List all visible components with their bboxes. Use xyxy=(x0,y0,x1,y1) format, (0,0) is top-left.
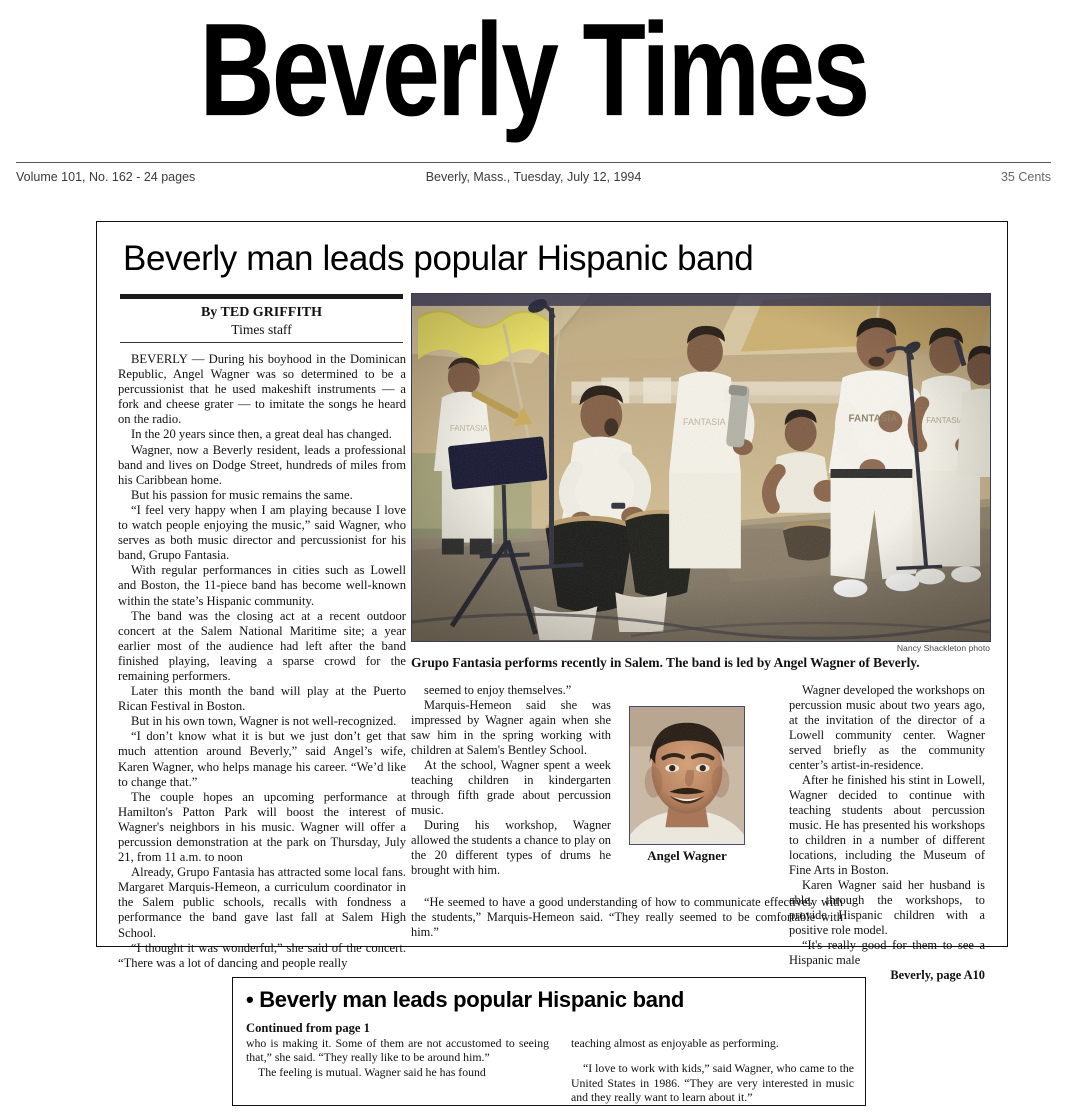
paragraph: Wagner, now a Beverly resident, leads a professional band and lives on Dodge Street, hundreds of miles from his Caribbean home. xyxy=(118,442,406,487)
paragraph: “I feel very happy when I am playing because I love to watch people enjoying the music,” said Wagner, who serves as both music director and percussionist for his band, Grupo Fantasia. xyxy=(118,502,406,563)
band-performance-photo xyxy=(411,293,991,642)
paragraph: The couple hopes an upcoming performance at Hamilton's Patton Park will boost the interest of Wagner's neighbors in his music. Wagner will offer a percussion demonstration at the park on Thursday, July 21, from 11 a.m. to noon xyxy=(118,789,406,865)
masthead-divider xyxy=(16,162,1051,163)
newsstand-price: 35 Cents xyxy=(1000,170,1051,184)
paragraph: BEVERLY — During his boyhood in the Dominican Republic, Angel Wagner was so determined to be a percussionist that he used makeshift instruments — a fork and cheese grater — to imitate the songs he heard on the radio. xyxy=(118,352,406,427)
paragraph: But in his own town, Wagner is not well-recognized. xyxy=(131,714,397,729)
paragraph: But his passion for music remains the same. xyxy=(131,487,353,502)
paragraph: teaching almost as enjoyable as performing. xyxy=(571,1036,779,1050)
paragraph: Wagner developed the workshops on percussion music about two years ago, at the invitation of the director of a Lowell community center. Wagner served briefly as the community center’s artist-in-residence. xyxy=(789,683,985,772)
paragraph: Marquis-Hemeon said she was impressed by Wagner again when she saw him in the spring working with children at Salem's Bentley School. xyxy=(411,698,611,757)
article-column-two-wrap xyxy=(411,895,843,940)
paragraph: Already, Grupo Fantasia has attracted some local fans. Margaret Marquis-Hemeon, a curriculum coordinator in the Salem public schools, recalls with fondness a performance the band gave last fall at Salem High School. xyxy=(118,865,406,940)
folio-bar xyxy=(16,170,1051,190)
paragraph: “He seemed to have a good understanding of how to communicate effectively with the students,” Marquis-Hemeon said. “They really seemed to be comfortable with him.” xyxy=(411,895,843,939)
paragraph: seemed to enjoy themselves.” xyxy=(424,683,572,697)
newspaper-title: Beverly Times xyxy=(199,0,868,145)
article-column-three xyxy=(789,683,985,983)
paragraph: Karen Wagner said her husband is able, through the workshops, to provide Hispanic children with a positive role model. xyxy=(789,878,985,937)
issue-dateline: Beverly, Mass., Tuesday, July 12, 1994 xyxy=(425,170,642,184)
paragraph: In the 20 years since then, a great deal has changed. xyxy=(131,427,392,442)
paragraph: At the school, Wagner spent a week teaching children in kindergarten through fifth grade about percussion music. xyxy=(411,758,611,817)
paragraph: who is making it. Some of them are not accustomed to seeing that,” she said. “They really like to be around him.” xyxy=(246,1036,549,1065)
continued-from-label: Continued from page 1 xyxy=(246,1021,370,1035)
continuation-clipping xyxy=(232,977,866,1106)
paragraph: The band was the closing act at a recent outdoor concert at the Salem National Maritime site; a year earlier most of the audience had left after the band finished playing, leaving a sparse crowd for the remaining performers. xyxy=(118,608,406,683)
paragraph: “I love to work with kids,” said Wagner, who came to the United States in 1986. “They are very interested in music and they really want to learn about it.” xyxy=(571,1061,854,1105)
byline-rule-thin xyxy=(120,342,403,343)
volume-info: Volume 101, No. 162 - 24 pages xyxy=(16,170,196,184)
jump-line: Beverly, page A10 xyxy=(890,968,985,982)
paragraph: Later this month the band will play at the Puerto Rican Festival in Boston. xyxy=(118,684,406,714)
paragraph: “I don’t know what it is but we just don’t get that much attention around Beverly,” said Angel’s wife, Karen Wagner, who helps manage his career. “We’d like to change that.” xyxy=(118,729,406,789)
photo-credit: Nancy Shackleton photo xyxy=(896,643,990,653)
angel-wagner-portrait xyxy=(629,706,745,845)
masthead xyxy=(0,0,1067,150)
paragraph: “It's really good for them to see a Hispanic male xyxy=(789,938,985,967)
continuation-column-right xyxy=(571,1036,854,1105)
paragraph: With regular performances in cities such as Lowell and Boston, the 11-piece band has become well-known within the state’s Hispanic community. xyxy=(118,563,406,608)
byline-affiliation: Times staff xyxy=(231,322,292,337)
article-headline: Beverly man leads popular Hispanic band xyxy=(123,239,754,278)
continuation-headline: • Beverly man leads popular Hispanic band xyxy=(246,987,684,1012)
paragraph: “I thought it was wonderful,” she said of the concert. “There was a lot of dancing and people really xyxy=(118,940,406,970)
portrait-graphic xyxy=(630,707,744,844)
main-article-clipping xyxy=(96,221,1008,982)
portrait-caption: Angel Wagner xyxy=(647,848,727,863)
band-photo-graphic xyxy=(412,294,990,641)
paragraph: During his workshop, Wagner allowed the students a chance to play on the 20 different types of drums he brought with him. xyxy=(411,818,611,877)
continuation-column-left xyxy=(246,1036,549,1079)
article-column-one xyxy=(118,352,406,971)
article-column-two xyxy=(411,683,611,878)
byline-rule-thick xyxy=(120,294,403,299)
byline-block xyxy=(120,304,403,338)
paragraph: After he finished his stint in Lowell, Wagner decided to continue with teaching students about percussion music. He has presented his workshops to children in a number of different locations, including the Museum of Fine Arts in Boston. xyxy=(789,773,985,877)
byline-author: By TED GRIFFITH xyxy=(200,305,323,320)
paragraph: The feeling is mutual. Wagner said he has found xyxy=(258,1064,486,1079)
photo-caption: Grupo Fantasia performs recently in Salem. The band is led by Angel Wagner of Beverly. xyxy=(411,655,920,670)
